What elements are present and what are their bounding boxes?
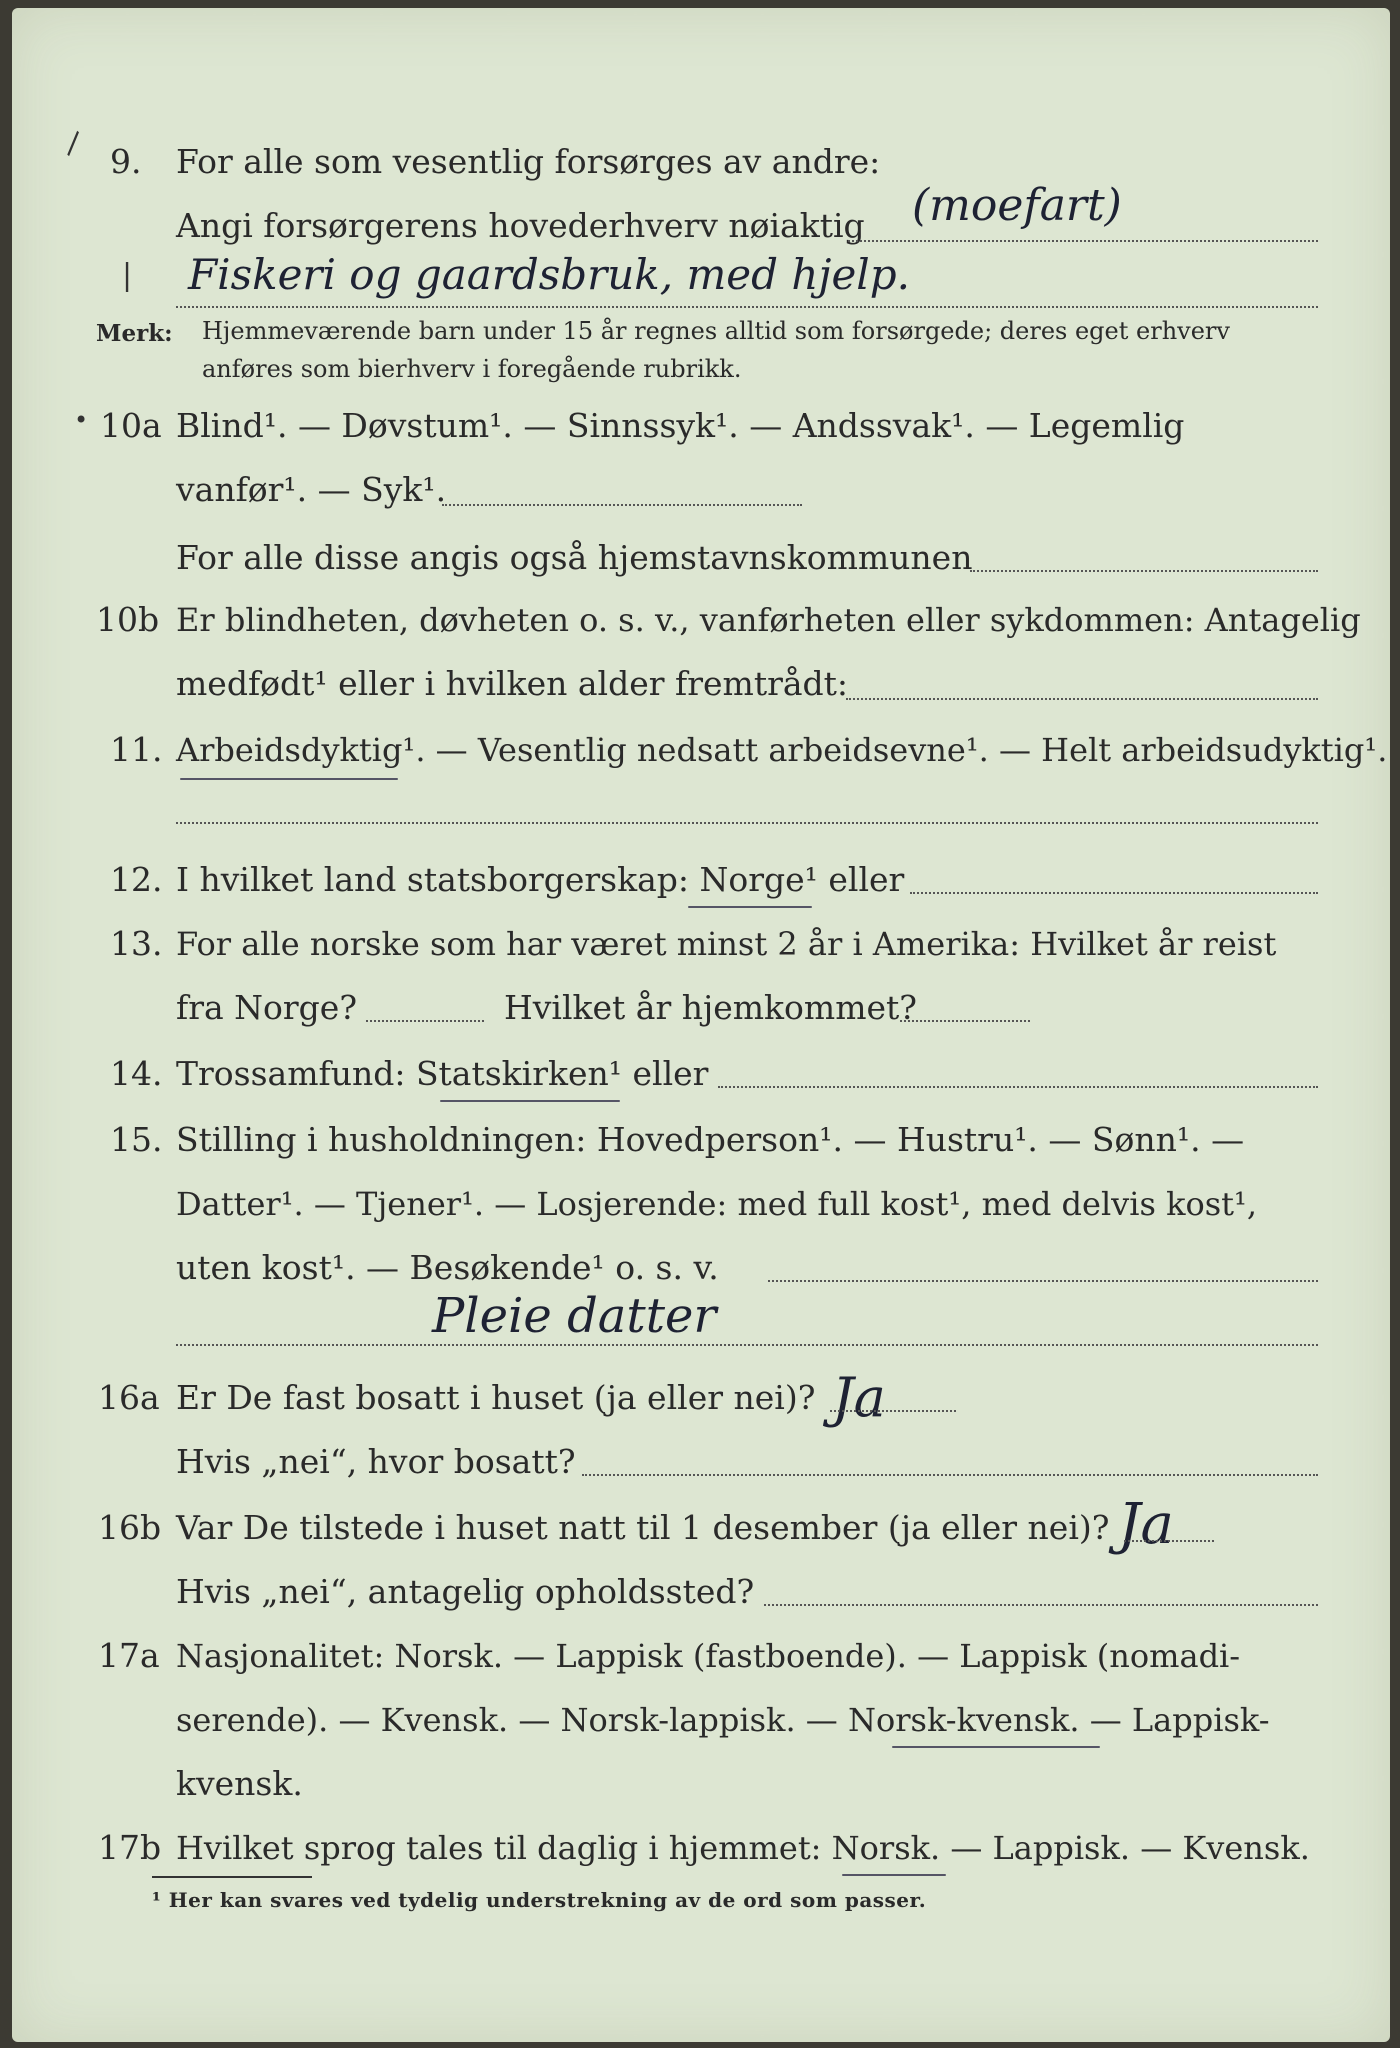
q13-number: 13. (110, 924, 163, 963)
q14-dots (718, 1086, 1318, 1088)
merk-line2: anføres som bierhverv i foregående rubrikk. (202, 355, 742, 383)
census-form-page (12, 8, 1390, 2042)
q16b-number: 16b (98, 1508, 162, 1547)
margin-mark: | (122, 258, 133, 293)
q17b-number: 17b (98, 1828, 162, 1867)
q16a-handwritten-answer: Ja (832, 1366, 886, 1429)
q16b-dots-1 (1124, 1540, 1214, 1542)
q17a-line2: serende). — Kvensk. — Norsk-lappisk. — Norsk-kvensk. — Lappisk- (176, 1701, 1270, 1739)
q13-line2b: Hvilket år hjemkommet? (504, 988, 917, 1027)
q15-line3: uten kost¹. — Besøkende¹ o. s. v. (176, 1248, 719, 1287)
q9-answer-dots-2 (176, 306, 1318, 308)
q9-answer-dots (848, 240, 1318, 242)
q13-dots-1 (366, 1020, 484, 1022)
q10a-line1: Blind¹. — Døvstum¹. — Sinnssyk¹. — Andssvak¹. — Legemlig (176, 406, 1185, 445)
q11-dots (176, 822, 1318, 824)
q14-number: 14. (110, 1054, 163, 1093)
q16b-line1: Var De tilstede i huset natt til 1 desember (ja eller nei)? (176, 1508, 1110, 1547)
q15-number: 15. (110, 1120, 163, 1159)
q15-handwritten-answer: Pleie datter (432, 1288, 717, 1344)
q9-handwritten-answer: Fiskeri og gaardsbruk, med hjelp. (188, 250, 910, 299)
q15-line1: Stilling i husholdningen: Hovedperson¹. — Hustru¹. — Sønn¹. — (176, 1120, 1245, 1159)
q9-handwritten-top: (moefart) (912, 180, 1122, 231)
q15-dots-2 (176, 1344, 1318, 1346)
q9-line1: For alle som vesentlig forsørges av andre: (176, 142, 881, 181)
q16b-handwritten-answer: Ja (1118, 1492, 1174, 1557)
q17a-line1: Nasjonalitet: Norsk. — Lappisk (fastboende). — Lappisk (nomadi- (176, 1637, 1241, 1675)
q13-dots-2 (900, 1020, 1030, 1022)
margin-mark: • (74, 406, 89, 434)
merk-label: Merk: (96, 320, 173, 347)
q15-line2: Datter¹. — Tjener¹. — Losjerende: med full kost¹, med delvis kost¹, (176, 1185, 1258, 1223)
q17b-underline-norsk (842, 1874, 946, 1876)
q10b-line2: medfødt¹ eller i hvilken alder fremtrådt: (176, 664, 849, 703)
q11-number: 11. (110, 730, 163, 769)
margin-mark: \ (57, 126, 89, 161)
q12-number: 12. (110, 860, 163, 899)
q10a-number: 10a (100, 406, 162, 445)
footnote-rule (152, 1876, 312, 1878)
q12-line1: I hvilket land statsborgerskap: Norge¹ eller (176, 860, 905, 899)
q17a-line3: kvensk. (176, 1764, 303, 1803)
q16a-line2: Hvis „nei“, hvor bosatt? (176, 1442, 576, 1481)
q9-number: 9. (110, 142, 142, 181)
q17a-underline-norsk-kvensk (892, 1746, 1100, 1748)
q10b-number: 10b (96, 600, 160, 639)
q12-dots (910, 892, 1318, 894)
q11-line1: Arbeidsdyktig¹. — Vesentlig nedsatt arbeidsevne¹. — Helt arbeidsudyktig¹. (176, 731, 1388, 769)
q16b-dots-2 (764, 1604, 1318, 1606)
merk-line1: Hjemmeværende barn under 15 år regnes alltid som forsørgede; deres eget erhverv (202, 317, 1230, 345)
q10a-line3: For alle disse angis også hjemstavnskommunen (176, 538, 973, 577)
q13-line2a: fra Norge? (176, 988, 358, 1027)
q17a-number: 17a (98, 1636, 160, 1675)
q17b-line1: Hvilket sprog tales til daglig i hjemmet: Norsk. — Lappisk. — Kvensk. (176, 1829, 1310, 1867)
q10a-dots-1 (442, 504, 802, 506)
q10b-dots (846, 698, 1318, 700)
q12-underline-norge (688, 906, 812, 908)
q16a-number: 16a (98, 1378, 160, 1417)
q16a-line1: Er De fast bosatt i huset (ja eller nei)? (176, 1378, 816, 1417)
q16b-line2: Hvis „nei“, antagelig opholdssted? (176, 1572, 755, 1611)
q9-line2: Angi forsørgerens hovederhverv nøiaktig (176, 206, 865, 245)
q13-line1: For alle norske som har været minst 2 år i Amerika: Hvilket år reist (176, 925, 1277, 963)
q14-line1: Trossamfund: Statskirken¹ eller (176, 1054, 709, 1093)
q16a-dots-2 (582, 1474, 1318, 1476)
q11-underline-arbeidsdyktig (180, 778, 398, 780)
q10a-line2: vanfør¹. — Syk¹. (176, 470, 447, 509)
q10b-line1: Er blindheten, døvheten o. s. v., vanførheten eller sykdommen: Antagelig (176, 601, 1361, 639)
q16a-dots-1 (830, 1410, 956, 1412)
q15-dots-1 (768, 1280, 1318, 1282)
q14-underline-statskirken (440, 1100, 620, 1102)
q10a-dots-2 (970, 570, 1318, 572)
footnote: ¹ Her kan svares ved tydelig understrekning av de ord som passer. (152, 1888, 927, 1912)
